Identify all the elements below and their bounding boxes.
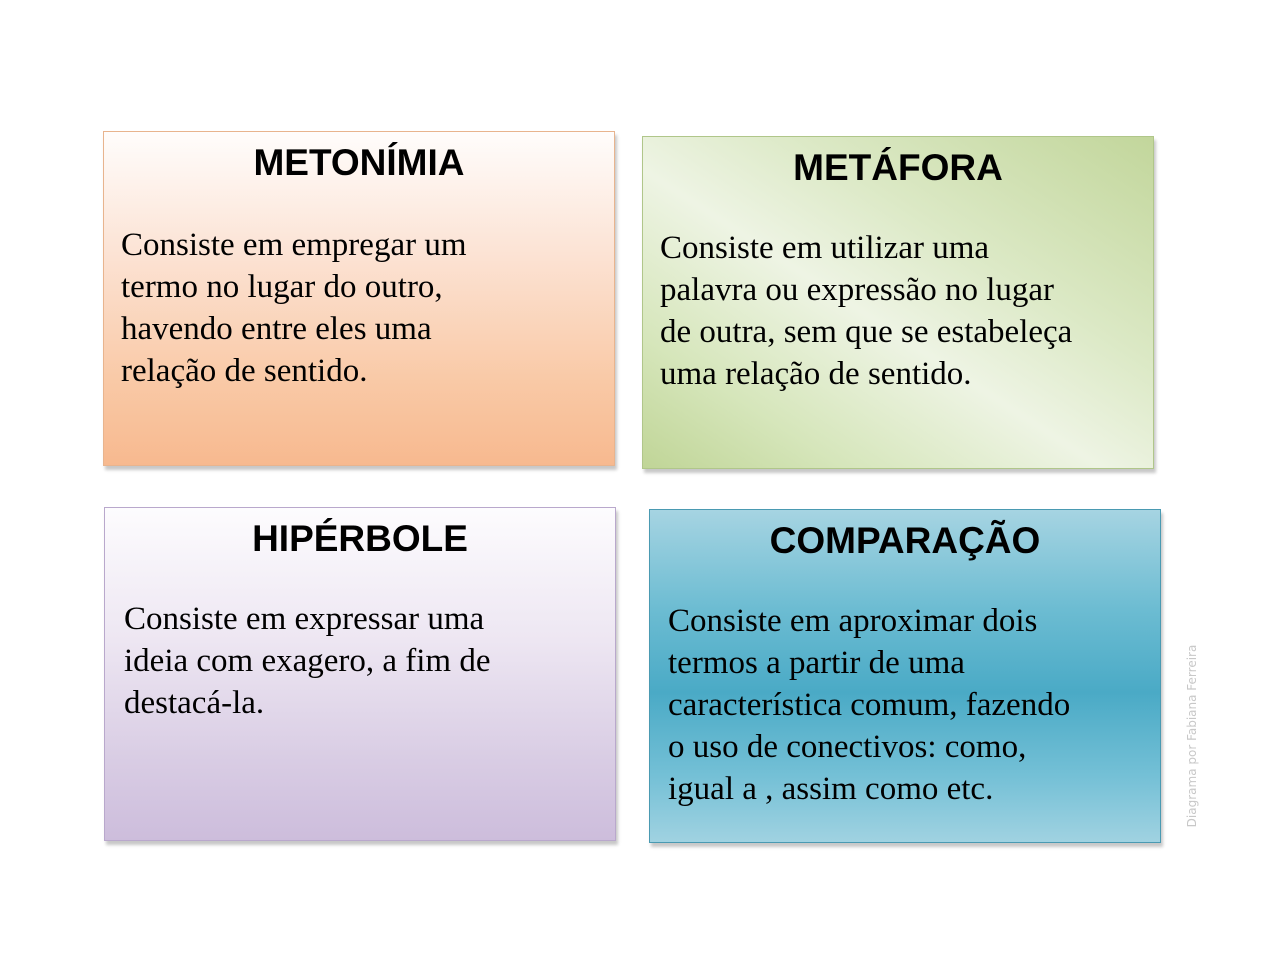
card-body-metonimia: Consiste em empregar um termo no lugar do outro, havendo entre eles uma relação de sentido. <box>121 227 467 389</box>
author-watermark: Diagrama por Fabiana Ferreira <box>1185 644 1199 828</box>
card-metafora <box>642 136 1154 469</box>
card-hiperbole <box>104 507 616 841</box>
card-title-metafora: METÁFORA <box>793 147 1003 188</box>
card-comparacao <box>649 509 1161 843</box>
card-title-metonimia: METONÍMIA <box>253 142 465 183</box>
card-title-comparacao: COMPARAÇÃO <box>769 520 1041 561</box>
card-body-comparacao: Consiste em aproximar dois termos a partir de uma característica comum, fazendo o uso de conectivos: como, igual a , assim como etc. <box>668 603 1071 807</box>
card-body-hiperbole: Consiste em expressar uma ideia com exagero, a fim de destacá-la. <box>124 601 491 721</box>
card-body-metafora: Consiste em utilizar uma palavra ou expressão no lugar de outra, sem que se estabeleça uma relação de sentido. <box>660 230 1073 392</box>
card-metonimia <box>103 131 615 466</box>
card-title-hiperbole: HIPÉRBOLE <box>252 518 468 559</box>
